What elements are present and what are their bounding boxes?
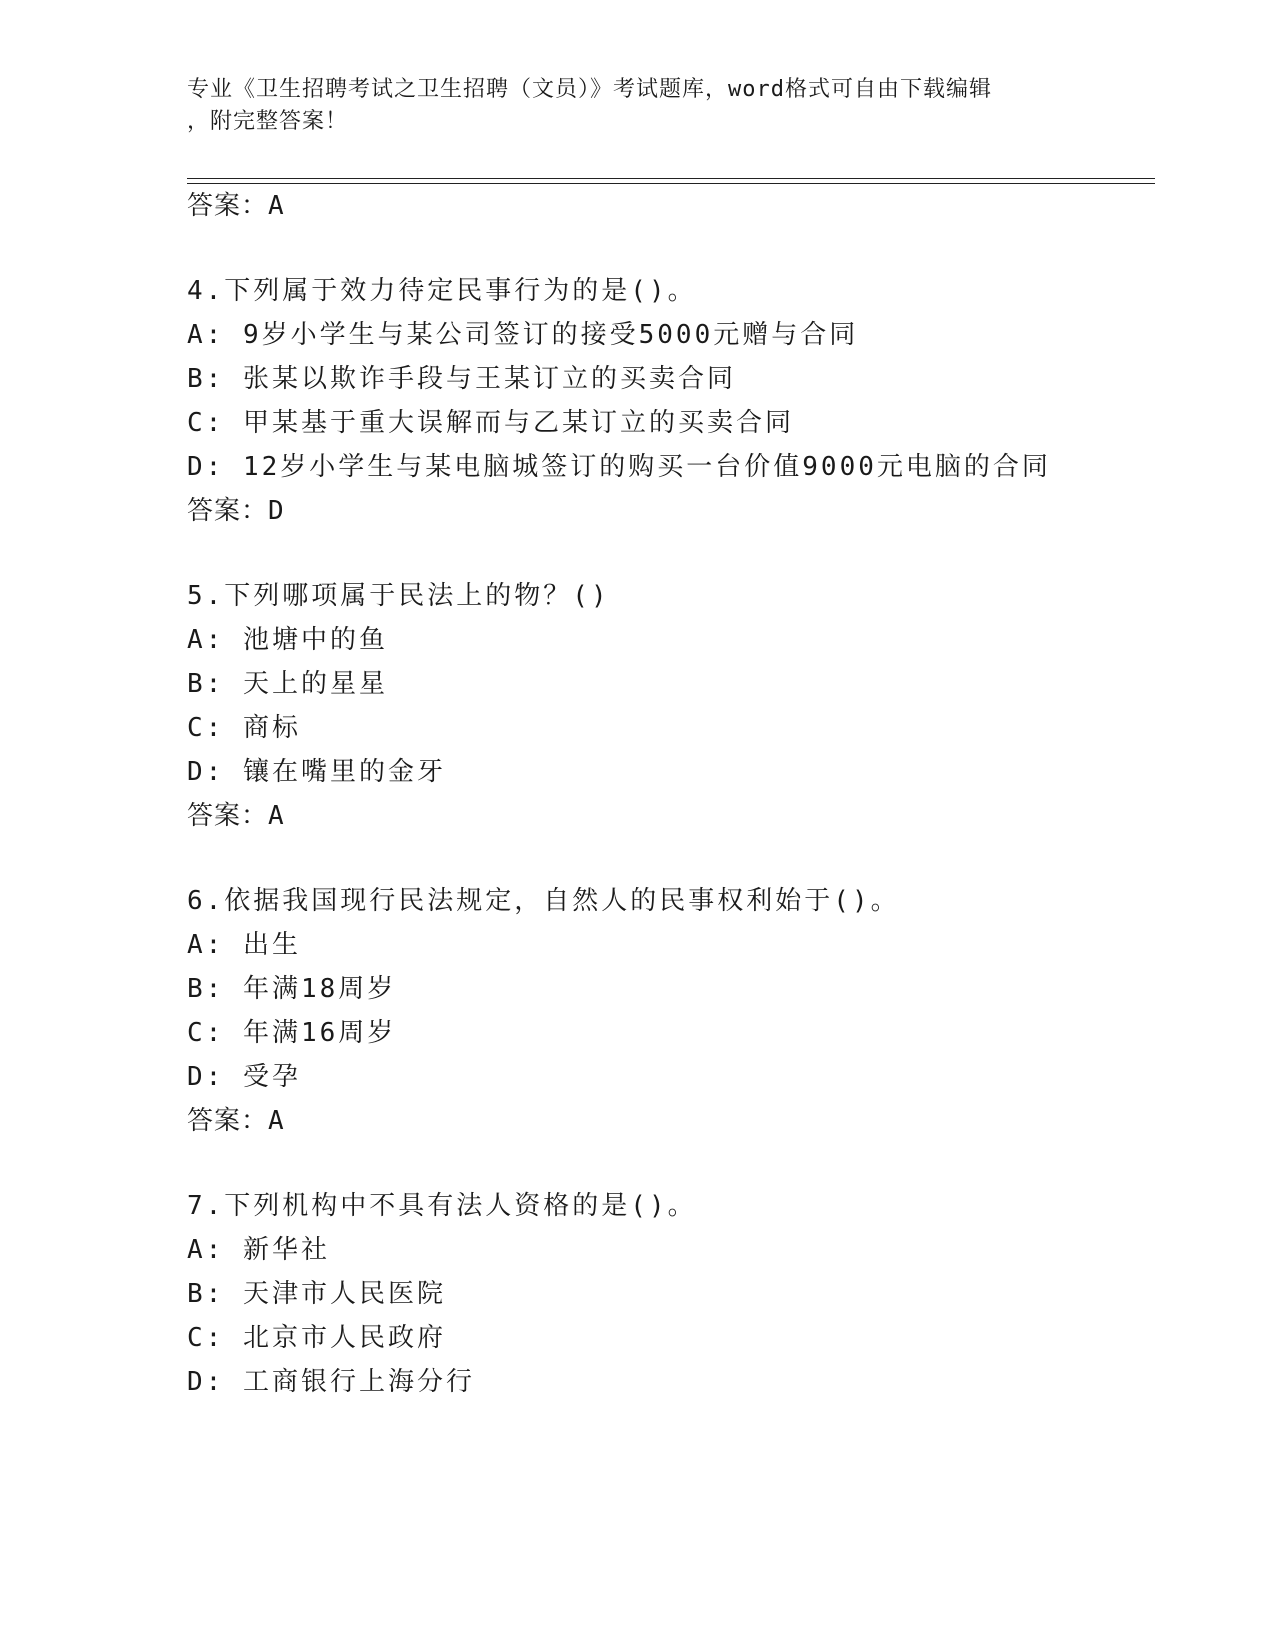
answer-value: A xyxy=(268,191,285,221)
answer-line xyxy=(187,1104,285,1138)
option-b: B: 天上的星星 xyxy=(187,669,388,699)
option-b: B: 年满18周岁 xyxy=(187,974,397,1004)
header-line-2: ，附完整答案！ xyxy=(187,109,349,134)
answer-line xyxy=(187,189,285,223)
question-stem: 4.下列属于效力待定民事行为的是()。 xyxy=(187,276,697,306)
answer-line xyxy=(187,494,285,528)
header-divider-bottom xyxy=(187,183,1155,184)
option-d: D: 镶在嘴里的金牙 xyxy=(187,757,446,787)
option-a: A: 出生 xyxy=(187,930,301,960)
header-divider-top xyxy=(187,178,1155,179)
answer-value: A xyxy=(268,801,285,831)
option-b: B: 张某以欺诈手段与王某订立的买卖合同 xyxy=(187,364,736,394)
option-d: D: 工商银行上海分行 xyxy=(187,1367,475,1397)
question-stem: 5.下列哪项属于民法上的物？() xyxy=(187,581,610,611)
question-stem: 6.依据我国现行民法规定，自然人的民事权利始于()。 xyxy=(187,886,900,916)
answer-value: A xyxy=(268,1106,285,1136)
option-a: A: 池塘中的鱼 xyxy=(187,625,388,655)
option-c: C: 北京市人民政府 xyxy=(187,1323,446,1353)
answer-line xyxy=(187,799,285,833)
answer-label: 答案： xyxy=(187,496,269,526)
option-a: A: 9岁小学生与某公司签订的接受5000元赠与合同 xyxy=(187,320,859,350)
option-a: A: 新华社 xyxy=(187,1235,330,1265)
question-stem: 7.下列机构中不具有法人资格的是()。 xyxy=(187,1191,697,1221)
header-line-1: 专业《卫生招聘考试之卫生招聘（文员）》考试题库，word格式可自由下载编辑 xyxy=(187,77,992,102)
option-d: D: 受孕 xyxy=(187,1062,301,1092)
option-c: C: 甲某基于重大误解而与乙某订立的买卖合同 xyxy=(187,408,794,438)
answer-label: 答案： xyxy=(187,801,269,831)
document-header xyxy=(187,74,1067,138)
answer-label: 答案： xyxy=(187,1106,269,1136)
option-d: D: 12岁小学生与某电脑城签订的购买一台价值9000元电脑的合同 xyxy=(187,452,1051,482)
option-b: B: 天津市人民医院 xyxy=(187,1279,446,1309)
answer-label: 答案： xyxy=(187,191,269,221)
option-c: C: 年满16周岁 xyxy=(187,1018,397,1048)
answer-value: D xyxy=(268,496,285,526)
option-c: C: 商标 xyxy=(187,713,301,743)
